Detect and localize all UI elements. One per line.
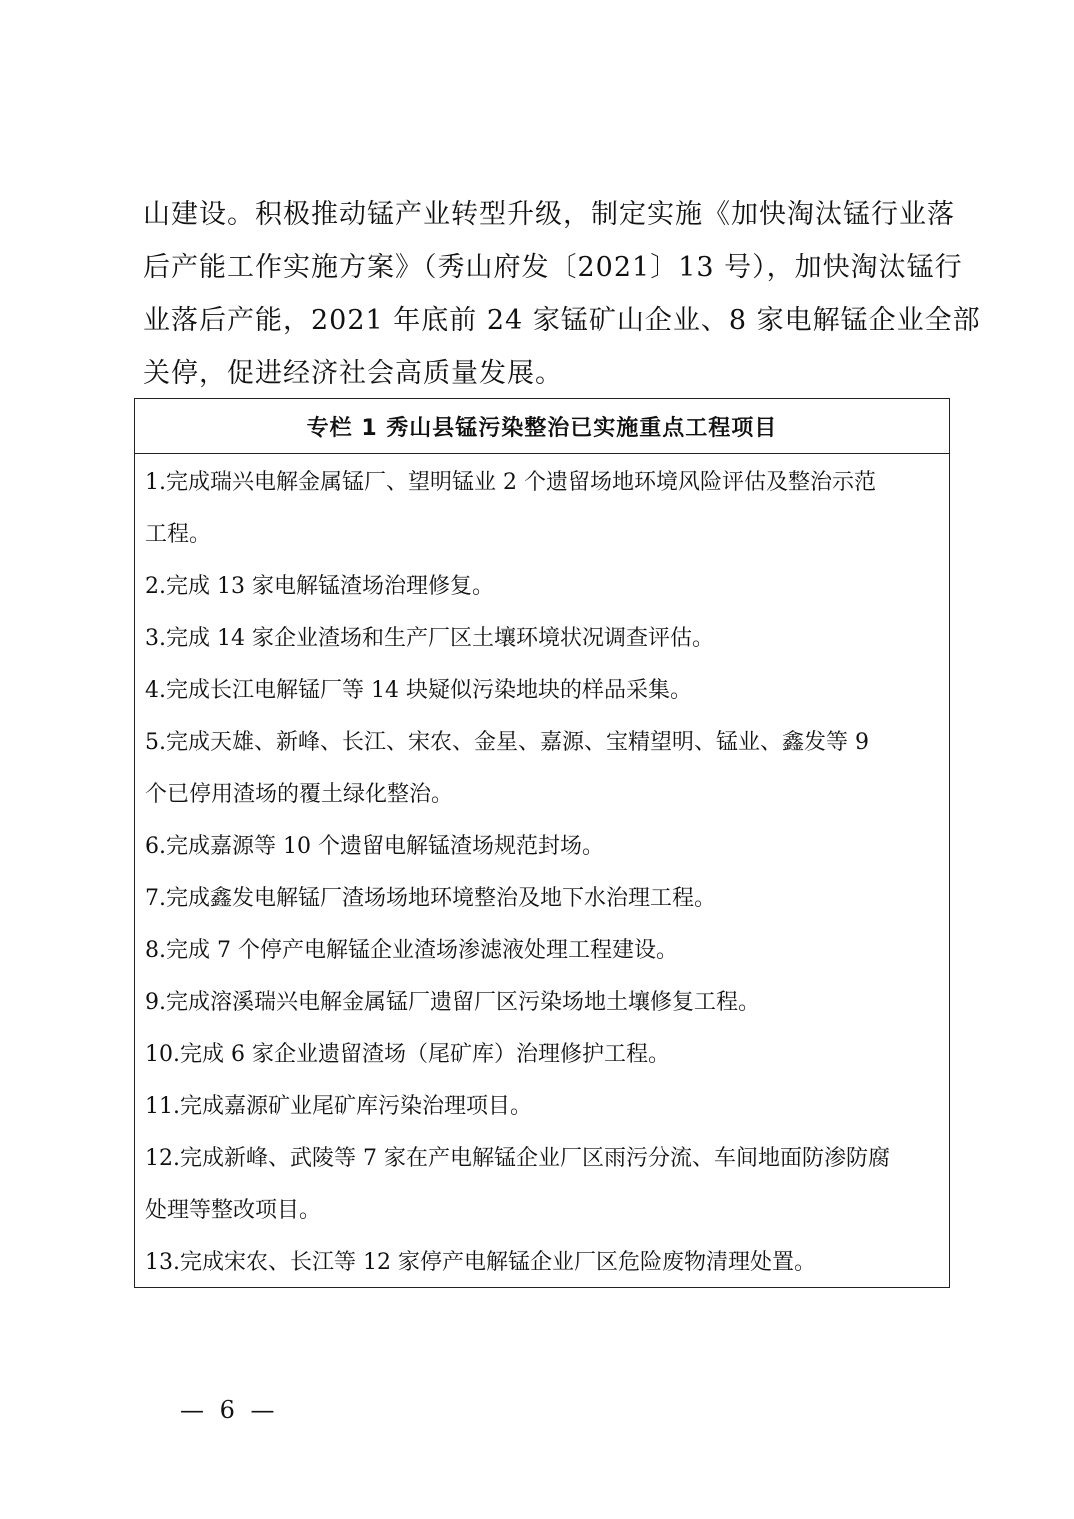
list-item-line: 处理等整改项目。	[145, 1198, 322, 1223]
list-item	[145, 925, 939, 977]
list-item	[145, 1081, 939, 1133]
list-item-line: 个已停用渣场的覆土绿化整治。	[145, 782, 454, 807]
paragraph-line: 业落后产能，2021 年底前 24 家锰矿山企业、8 家电解锰企业全部	[143, 305, 981, 336]
list-item	[145, 821, 939, 873]
list-item	[145, 457, 939, 561]
project-list	[135, 454, 949, 1289]
list-item-line: 11.完成嘉源矿业尾矿库污染治理项目。	[145, 1094, 532, 1119]
list-item-line: 工程。	[145, 522, 212, 547]
paragraph-line: 关停，促进经济社会高质量发展。	[143, 358, 563, 389]
list-item-line: 6.完成嘉源等 10 个遗留电解锰渣场规范封场。	[145, 834, 604, 859]
list-item	[145, 613, 939, 665]
body-paragraph	[143, 188, 981, 400]
list-item-line: 4.完成长江电解锰厂等 14 块疑似污染地块的样品采集。	[145, 678, 692, 703]
list-item-line: 12.完成新峰、武陵等 7 家在产电解锰企业厂区雨污分流、车间地面防渗防腐	[145, 1146, 890, 1171]
list-item-line: 1.完成瑞兴电解金属锰厂、望明锰业 2 个遗留场地环境风险评估及整治示范	[145, 470, 876, 495]
list-item-line: 3.完成 14 家企业渣场和生产厂区土壤环境状况调查评估。	[145, 626, 714, 651]
paragraph-line: 山建设。积极推动锰产业转型升级，制定实施《加快淘汰锰行业落	[143, 199, 955, 230]
list-item	[145, 1133, 939, 1237]
list-item-line: 9.完成溶溪瑞兴电解金属锰厂遗留厂区污染场地土壤修复工程。	[145, 990, 760, 1015]
list-item	[145, 873, 939, 925]
list-item	[145, 665, 939, 717]
page-number: — 6 —	[180, 1396, 279, 1424]
list-item-line: 2.完成 13 家电解锰渣场治理修复。	[145, 574, 494, 599]
project-box	[134, 398, 950, 1288]
list-item-line: 10.完成 6 家企业遗留渣场（尾矿库）治理修护工程。	[145, 1042, 670, 1067]
list-item-line: 7.完成鑫发电解锰厂渣场场地环境整治及地下水治理工程。	[145, 886, 716, 911]
paragraph-line: 后产能工作实施方案》（秀山府发〔2021〕13 号），加快淘汰锰行	[143, 252, 963, 283]
list-item	[145, 1029, 939, 1081]
list-item-line: 5.完成天雄、新峰、长江、宋农、金星、嘉源、宝精望明、锰业、鑫发等 9	[145, 730, 869, 755]
list-item-line: 8.完成 7 个停产电解锰企业渣场渗滤液处理工程建设。	[145, 938, 678, 963]
list-item-line: 13.完成宋农、长江等 12 家停产电解锰企业厂区危险废物清理处置。	[145, 1250, 816, 1275]
list-item	[145, 561, 939, 613]
box-title: 专栏 1 秀山县锰污染整治已实施重点工程项目	[135, 399, 949, 454]
list-item	[145, 717, 939, 821]
list-item	[145, 977, 939, 1029]
list-item	[145, 1237, 939, 1289]
